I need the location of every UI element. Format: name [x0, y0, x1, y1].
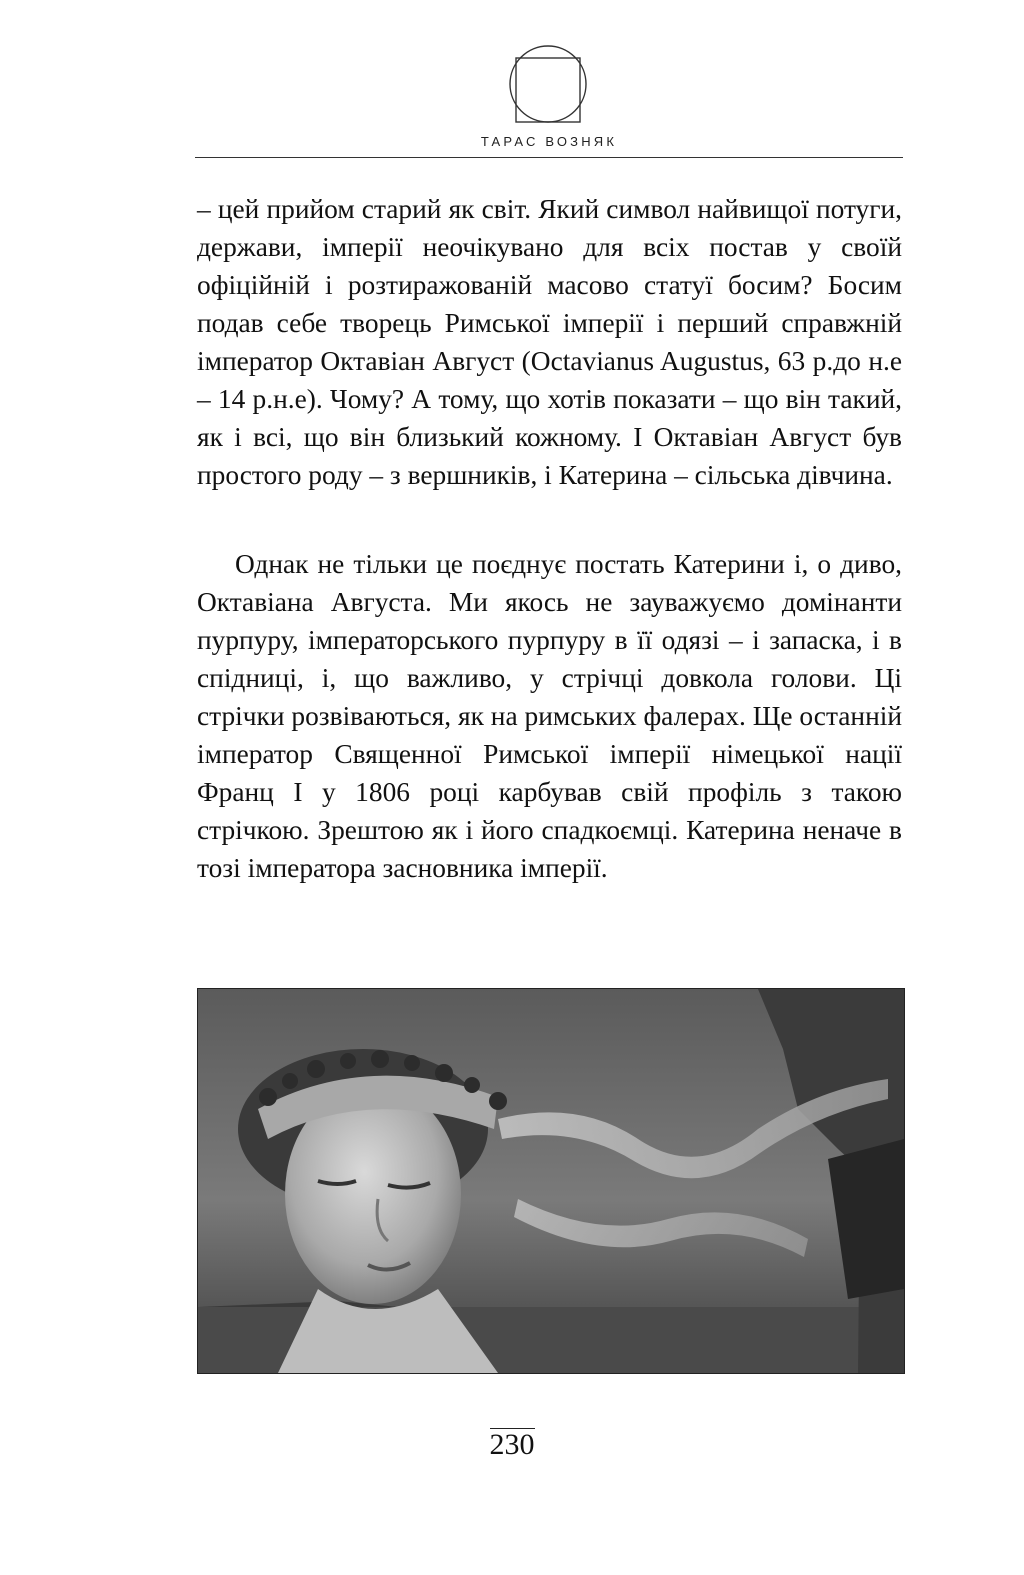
running-head: ТАРАС ВОЗНЯК [480, 134, 618, 149]
header-divider [195, 157, 903, 158]
emblem-icon [508, 44, 588, 124]
paragraph-1: – цей прийом старий як світ. Який символ найвищої потуги, держави, імперії неочікувано для всіх постав у своїй офіційній і розтиражованій масово статуї босим? Босим подав себе творець Римської імперії і перший справжній імператор Октавіан Август (Octavianus Augustus, 63 р.до н.е – 14 р.н.е). Чому? А тому, що хотів показати – що він такий, як і всі, що він близький кожному. І Октавіан Август був простого роду – з вершників, і Катерина – сільська дівчина. [197, 194, 902, 490]
painting-image [198, 989, 904, 1373]
page-number [0, 1428, 1024, 1462]
page-number-text: 230 [489, 1428, 535, 1461]
painting-illustration [197, 988, 905, 1374]
paragraph-2: Однак не тільки це поєднує постать Катерини і, о диво, Октавіана Августа. Ми якось не зауважуємо домінанти пурпуру, імператорського пурпуру в її одязі – і запаска, і в спідниці, і, що важливо, у стрічці довкола голови. Ці стрічки розвіваються, як на римських фалерах. Ще останній імператор Священної Римської імперії німецької нації Франц І у 1806 році карбував свій профіль з такою стрічкою. Зрештою як і його спадкоємці. Катерина неначе в тозі імператора засновника імперії. [197, 549, 902, 883]
